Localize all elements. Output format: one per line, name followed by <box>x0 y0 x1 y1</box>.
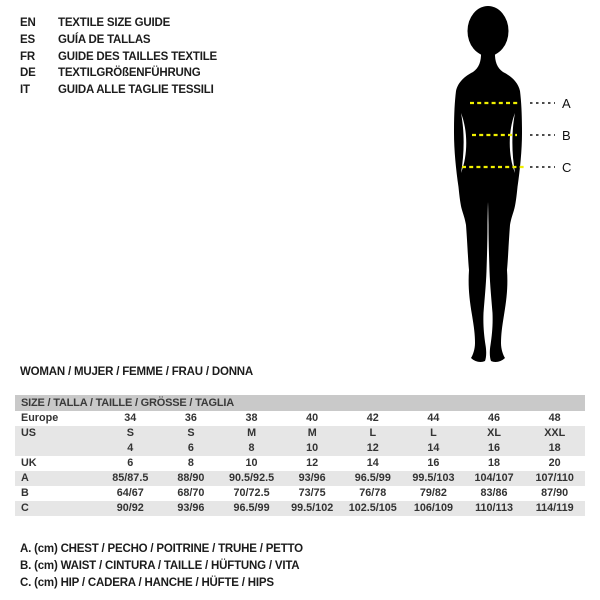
size-cell: XXL <box>544 427 566 439</box>
size-cell: 96.5/99 <box>354 472 391 484</box>
row-label: C <box>21 502 29 514</box>
size-cell: 18 <box>548 442 561 454</box>
size-cell: 104/107 <box>474 472 514 484</box>
size-cell: 16 <box>488 442 501 454</box>
row-label: B <box>21 487 29 499</box>
language-title-list <box>20 15 217 99</box>
row-label: A <box>21 472 29 484</box>
size-cell: 4 <box>127 442 134 454</box>
language-code: IT <box>20 84 30 97</box>
woman-silhouette <box>454 49 522 362</box>
size-cell: 102.5/105 <box>348 502 397 514</box>
row-label: UK <box>21 457 37 469</box>
language-title-row <box>20 82 217 99</box>
size-cell: 88/90 <box>177 472 205 484</box>
language-code: DE <box>20 67 36 80</box>
legend-line: A. (cm) CHEST / PECHO / POITRINE / TRUHE / PETTO <box>20 543 303 555</box>
marker-letter-a: A <box>562 96 571 111</box>
size-cell: S <box>187 427 195 439</box>
size-cell: 12 <box>366 442 379 454</box>
size-cell: 10 <box>245 457 258 469</box>
size-cell: 107/110 <box>535 472 574 484</box>
marker-letter-c: C <box>562 160 572 175</box>
size-cell: 34 <box>124 412 137 424</box>
guide-title-text: GUIDE DES TAILLES TEXTILE <box>58 50 217 63</box>
size-cell: 10 <box>306 442 319 454</box>
table-row <box>15 411 585 426</box>
size-cell: L <box>430 427 437 439</box>
size-cell: 70/72.5 <box>233 487 270 499</box>
language-title-row <box>20 49 217 66</box>
size-cell: 12 <box>306 457 319 469</box>
size-cell: 42 <box>366 412 379 424</box>
guide-title-text: GUÍA DE TALLAS <box>58 33 151 46</box>
legend-line: C. (cm) HIP / CADERA / HANCHE / HÜFTE / HIPS <box>20 577 274 589</box>
size-cell: 76/78 <box>359 487 387 499</box>
size-cell: S <box>126 427 134 439</box>
table-row <box>15 426 585 441</box>
size-cell: 20 <box>548 457 561 469</box>
measurement-legend <box>20 541 303 592</box>
size-cell: 93/96 <box>298 472 326 484</box>
language-title-row <box>20 15 217 32</box>
size-cell: 87/90 <box>541 487 569 499</box>
size-cell: 48 <box>548 412 561 424</box>
size-cell: 8 <box>187 457 194 469</box>
size-cell: 85/87.5 <box>112 472 149 484</box>
guide-title-text: GUIDA ALLE TAGLIE TESSILI <box>58 84 214 97</box>
marker-letter-b: B <box>562 128 571 143</box>
size-cell: 64/67 <box>116 487 144 499</box>
size-cell: 40 <box>306 412 319 424</box>
size-cell: 93/96 <box>177 502 205 514</box>
size-cell: 106/109 <box>413 502 453 514</box>
size-cell: 44 <box>427 412 440 424</box>
size-cell: L <box>369 427 377 439</box>
size-cell: 99.5/103 <box>412 472 455 484</box>
size-cell: 8 <box>248 442 255 454</box>
size-cell: 110/113 <box>475 502 513 514</box>
size-cell: 99.5/102 <box>291 502 334 514</box>
size-cell: 36 <box>184 412 197 424</box>
size-cell: 68/70 <box>177 487 205 499</box>
row-label <box>15 441 100 456</box>
table-row <box>15 501 585 516</box>
silhouette-head <box>468 6 509 56</box>
size-cell: 14 <box>427 442 440 454</box>
body-measurement-figure <box>425 5 600 370</box>
table-row <box>15 471 585 486</box>
size-cell: 6 <box>187 442 194 454</box>
size-cell: 18 <box>488 457 501 469</box>
size-cell: 6 <box>127 457 134 469</box>
size-cell: 46 <box>488 412 501 424</box>
table-row <box>15 456 585 471</box>
language-code: FR <box>20 50 35 63</box>
guide-title-text: TEXTILE SIZE GUIDE <box>58 17 171 29</box>
size-cell: 96.5/99 <box>233 502 270 514</box>
size-cell: 90/92 <box>116 502 144 514</box>
size-cell: 14 <box>366 457 379 469</box>
table-row <box>15 486 585 501</box>
size-cell: 83/86 <box>480 487 508 499</box>
woman-silhouette-svg <box>425 5 600 370</box>
size-cell: 16 <box>427 457 440 469</box>
size-table-body <box>15 411 585 516</box>
size-cell: M <box>307 427 317 439</box>
language-title-row <box>20 32 217 49</box>
size-cell: 114/119 <box>535 502 574 514</box>
language-title-row <box>20 65 217 82</box>
guide-title-text: TEXTILGRÖßENFÜHRUNG <box>58 67 201 80</box>
size-cell: 38 <box>245 412 258 424</box>
legend-line: B. (cm) WAIST / CINTURA / TAILLE / HÜFTUNG / VITA <box>20 560 300 572</box>
gender-section-title: WOMAN / MUJER / FEMME / FRAU / DONNA <box>20 366 254 378</box>
row-label: US <box>21 427 36 439</box>
table-row <box>15 441 585 456</box>
row-label: Europe <box>21 412 59 424</box>
size-cell: 79/82 <box>419 487 447 499</box>
size-cell: XL <box>487 427 501 439</box>
size-cell: M <box>247 427 257 439</box>
size-cell: 73/75 <box>298 487 326 499</box>
language-code: EN <box>20 17 36 29</box>
size-cell: 90.5/92.5 <box>229 472 275 484</box>
size-table-header: SIZE / TALLA / TAILLE / GRÖSSE / TAGLIA <box>15 395 585 411</box>
size-table <box>15 395 585 516</box>
language-code: ES <box>20 33 35 46</box>
